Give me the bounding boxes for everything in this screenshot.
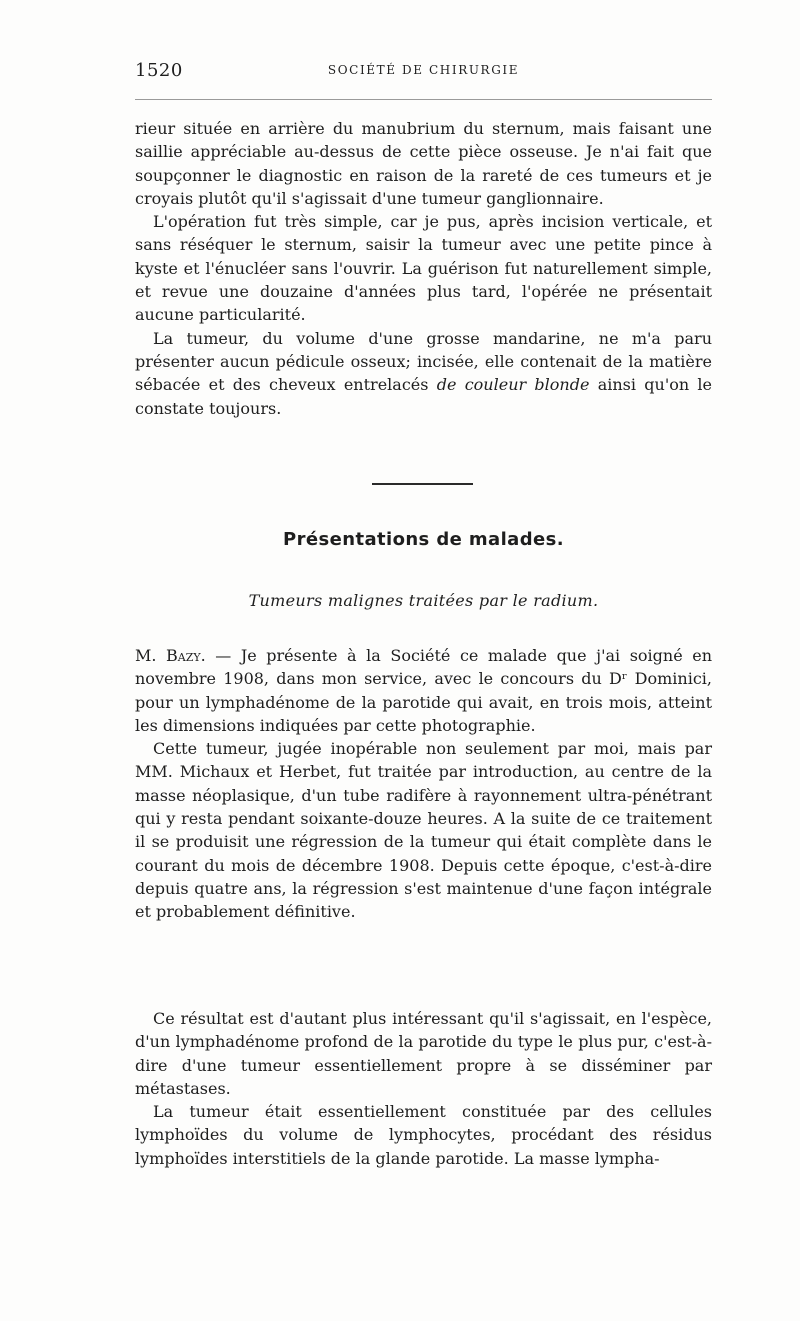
page-number: 1520 (135, 60, 183, 81)
paragraph-operation: L'opération fut très simple, car je pus, après incision verticale, et sans réséquer le sternum, saisir la tumeur avec une petite pince à kyste et l'énucléer sans l'ouvrir. La guérison fut naturellement simple, et revue une douzaine d'années plus tard, l'opérée ne présentait aucune particularité. (135, 212, 712, 325)
running-title: SOCIÉTÉ DE CHIRURGIE (327, 63, 520, 77)
section-separator (372, 483, 473, 485)
text-run: Dominici, pour un lymphadénome de la parotide qui avait, en trois mois, atteint les dimensions indiquées par cette photographie. (135, 669, 713, 735)
paragraph-histologie: La tumeur était essentiellement constituée par des cellules lymphoïdes du volume de lymphocytes, procédant des résidus lymphoïdes interstitiels de la glande parotide. La masse lympha- (135, 1102, 712, 1168)
paragraph-continuation: rieur située en arrière du manubrium du sternum, mais faisant une saillie appréciable au-dessus de cette pièce osseuse. Je n'ai fait que soupçonner le diagnostic en raison de la rareté de ces tumeurs et je croyais plutôt qu'il s'agissait d'une tumeur ganglionnaire. (135, 119, 712, 208)
conclusion-text (135, 1007, 712, 1170)
doctor-abbreviation: Dʳ (609, 669, 628, 689)
text-run: ainsi qu'on le constate toujours. (135, 375, 713, 418)
running-head (135, 60, 712, 88)
continuation-text (135, 117, 712, 420)
header-rule (135, 99, 712, 100)
text-run: La tumeur, du volume d'une grosse mandarine, ne m'a paru présenter aucun pédicule osseux; incisée, elle contenait de la matière sébacée et des cheveux entrelacés (135, 328, 712, 395)
paragraph-tumeur (135, 327, 712, 420)
presentation-text (135, 644, 712, 924)
speaker-name: Bazy (166, 646, 201, 665)
text-run: . — Je présente à la Société ce malade que j'ai soigné en novembre 1908, dans mon service, avec le concours du (135, 646, 713, 689)
subsection-title: Tumeurs malignes traitées par le radium. (248, 591, 599, 610)
speaker-prefix: M. (135, 646, 167, 665)
paragraph-bazy (135, 644, 712, 737)
paragraph-resultat: Ce résultat est d'autant plus intéressant qu'il s'agissait, en l'espèce, d'un lymphadénome profond de la parotide du type le plus pur, c'est-à-dire d'une tumeur essentiellement propre à se disséminer par métastases. (135, 1009, 712, 1098)
italic-phrase: de couleur blonde (436, 375, 590, 395)
paragraph-traitement: Cette tumeur, jugée inopérable non seulement par moi, mais par MM. Michaux et Herbet, fut traitée par introduction, au centre de la masse néoplasique, d'un tube radifère à rayonnement ultra-pénétrant qui y resta pendant soixante-douze heures. A la suite de ce traitement il se produisit une régression de la tumeur qui était complète dans le courant du mois de décembre 1908. Depuis cette époque, c'est-à-dire depuis quatre ans, la régression s'est maintenue d'une façon intégrale et probablement définitive. (135, 739, 712, 922)
section-title: Présentations de malades. (283, 529, 564, 550)
